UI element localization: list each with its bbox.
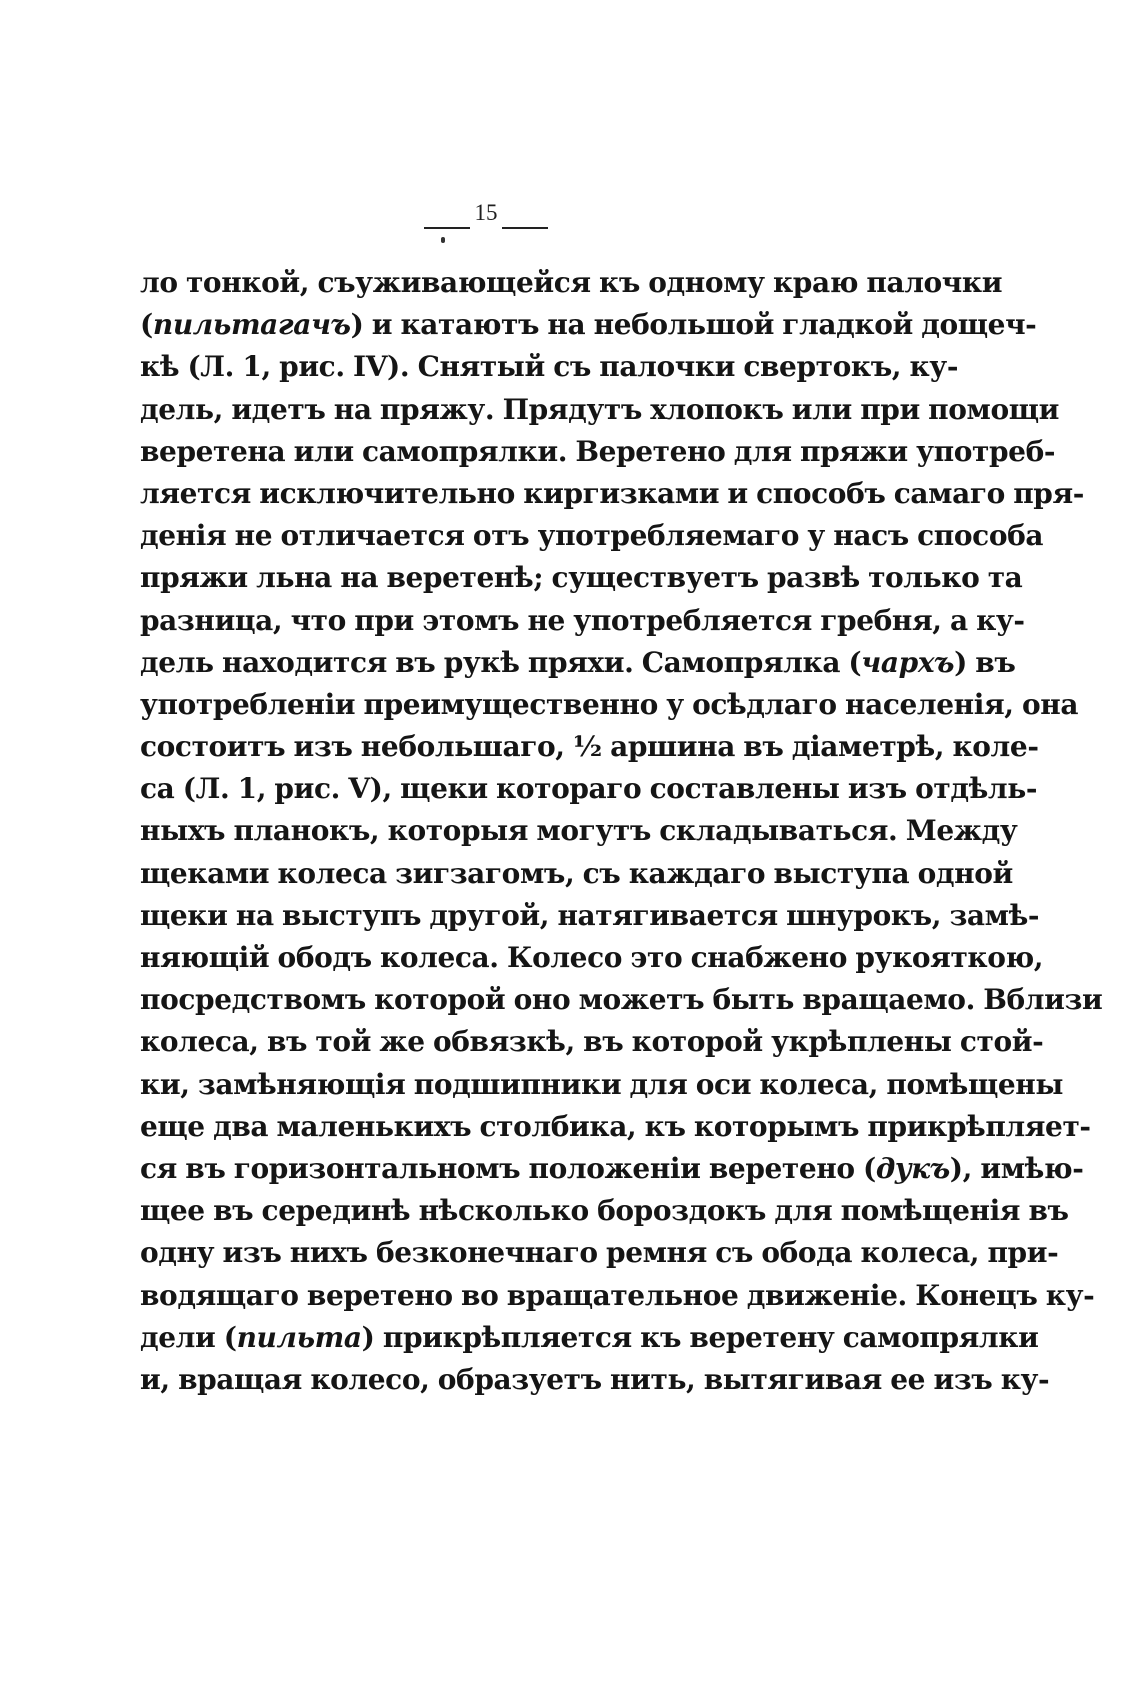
text-line: кѣ (Л. 1, рис. IV). Снятый съ палочки свертокъ, ку- <box>140 350 959 384</box>
text-line: щеками колеса зигзагомъ, съ каждаго выступа одной <box>140 856 1013 890</box>
text-line: няющій ободъ колеса. Колесо это снабжено рукояткою, <box>140 941 1044 974</box>
text-line: посредствомъ которой оно можетъ быть вращаемо. Вблизи <box>140 983 1103 1017</box>
text-line <box>140 304 1037 346</box>
text-line: щеки на выступъ другой, натягивается шнурокъ, замѣ- <box>140 898 1040 932</box>
text-line: разница, что при этомъ не употребляется гребня, а ку- <box>140 603 1025 637</box>
text-line <box>140 1317 1039 1359</box>
text-line: ло тонкой, съуживающейся къ одному краю палочки <box>140 266 1003 299</box>
text-line <box>140 642 1016 684</box>
text-line: щее въ серединѣ нѣсколько бороздокъ для помѣщенія въ <box>140 1194 1069 1228</box>
text-line: одну изъ нихъ безконечнаго ремня съ обода колеса, при- <box>140 1236 1059 1270</box>
text-segment: ) и катаютъ на небольшой гладкой дощеч- <box>350 308 1037 342</box>
text-segment: ) прикрѣпляется къ веретену самопрялки <box>361 1320 1039 1354</box>
text-line: денія не отличается отъ употребляемаго у насъ способа <box>140 519 1044 553</box>
text-line: ныхъ планокъ, которыя могутъ складываться. Между <box>140 814 1018 848</box>
italic-term: пильта <box>236 1320 362 1354</box>
text-line <box>140 1148 1084 1190</box>
print-speck <box>441 237 445 243</box>
text-line: пряжи льна на веретенѣ; существуетъ развѣ только та <box>140 561 1023 595</box>
text-line: водящаго веретено во вращательное движеніе. Конецъ ку- <box>140 1278 1095 1312</box>
italic-term: чархъ <box>861 645 955 679</box>
page-number-rule-right <box>502 227 548 229</box>
text-line: еще два маленькихъ столбика, къ которымъ прикрѣпляет- <box>140 1109 1091 1143</box>
text-segment: ) въ <box>954 645 1016 679</box>
text-line: состоитъ изъ небольшаго, ½ аршина въ діаметрѣ, коле- <box>140 730 1039 764</box>
text-line: веретена или самопрялки. Веретено для пряжи употреб- <box>140 434 1056 468</box>
text-line: са (Л. 1, рис. V), щеки котораго составлены изъ отдѣль- <box>140 772 1038 806</box>
text-segment: ( <box>140 308 153 342</box>
text-segment: ся въ горизонтальномъ положеніи веретено ( <box>140 1151 876 1185</box>
page-number-rule-left <box>424 227 470 229</box>
page-number: 15 <box>474 200 498 225</box>
text-line: ки, замѣняющія подшипники для оси колеса, помѣщены <box>140 1067 1064 1101</box>
text-line: и, вращая колесо, образуетъ нить, вытягивая ее изъ ку- <box>140 1362 1050 1396</box>
text-line: колеса, въ той же обвязкѣ, въ которой укрѣплены стой- <box>140 1025 1044 1059</box>
text-segment: ), имѣю- <box>949 1151 1084 1185</box>
text-segment: дели ( <box>140 1320 237 1354</box>
text-segment: дель находится въ рукѣ пряхи. Самопрялка ( <box>140 645 862 679</box>
body-text <box>140 262 1103 1401</box>
italic-term: пильтагачъ <box>152 308 351 342</box>
text-line: употребленіи преимущественно у осѣдлаго населенія, она <box>140 687 1079 721</box>
text-line: ляется исключительно киргизками и способъ самаго пря- <box>140 476 1084 510</box>
italic-term: дукъ <box>875 1151 950 1185</box>
text-line: дель, идетъ на пряжу. Прядутъ хлопокъ или при помощи <box>140 392 1060 426</box>
